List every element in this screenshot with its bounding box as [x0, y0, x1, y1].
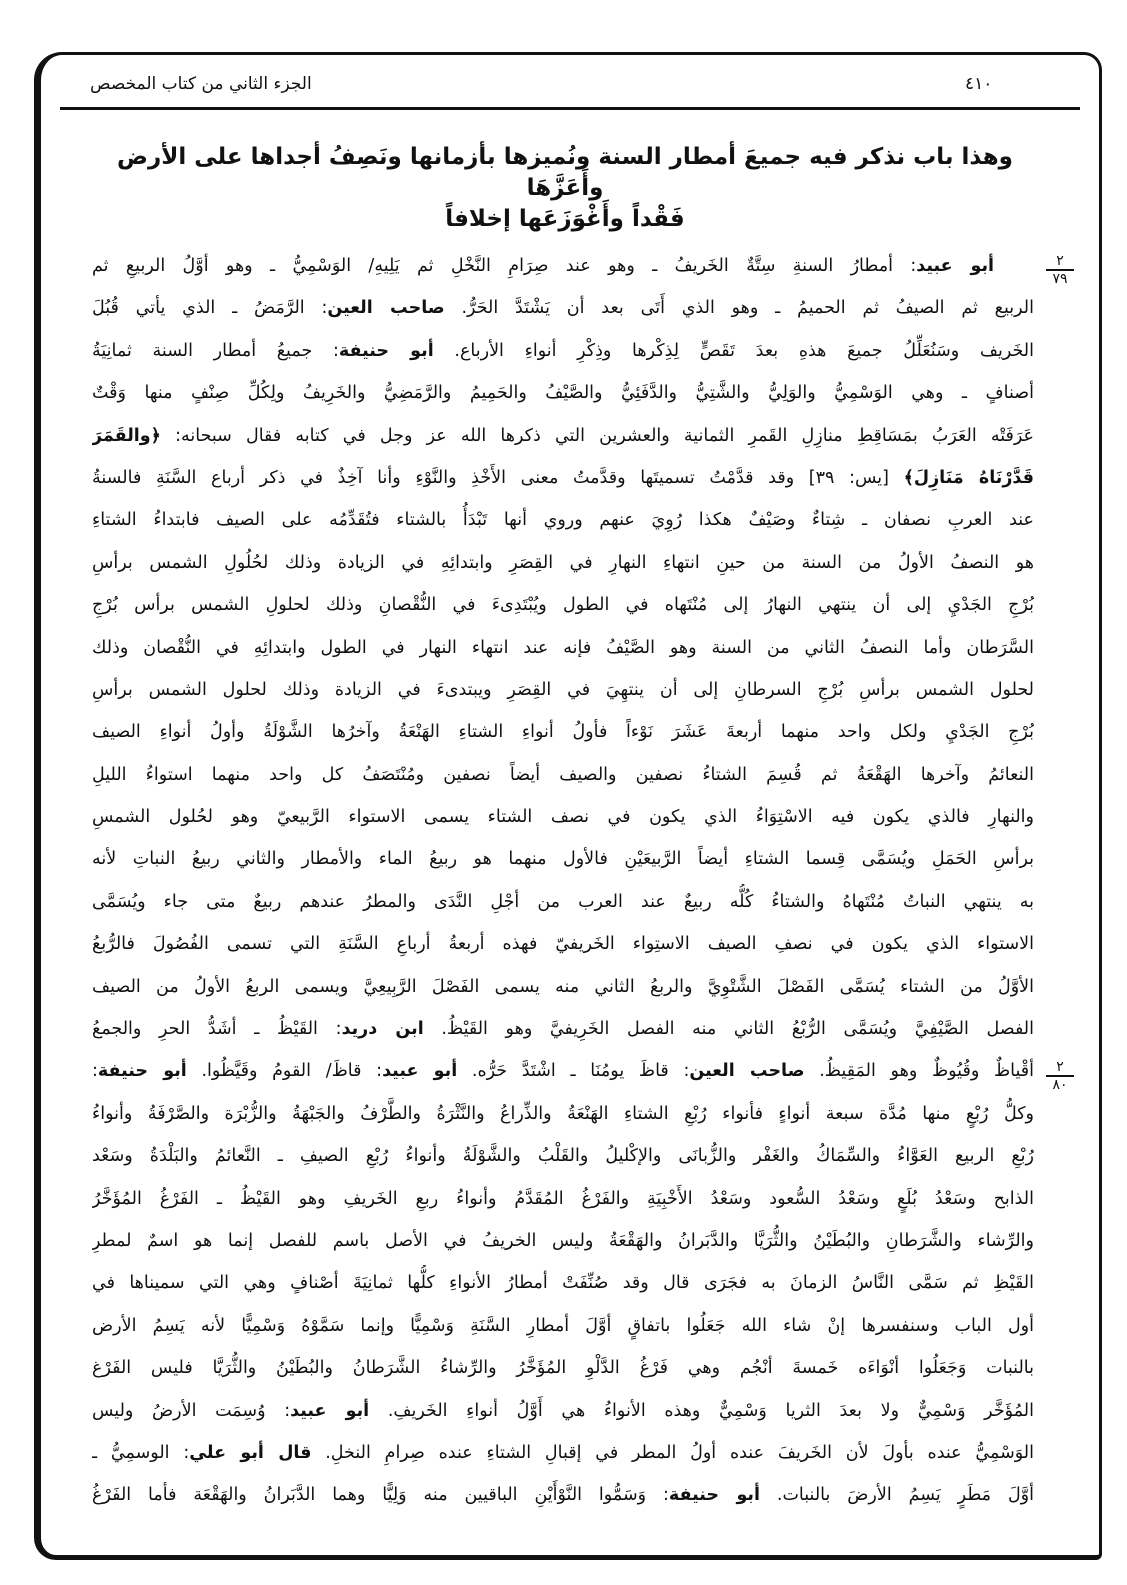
text-segment: : القَيْظُ ـ أشَدُّ الحرِ والجمعُ	[92, 1019, 342, 1040]
chapter-title	[90, 142, 1040, 235]
source-name: أبو حنيفة	[97, 1061, 187, 1082]
source-name: أبو عبيد	[916, 256, 995, 276]
margin-note-page: ٧٩	[1052, 271, 1068, 287]
text-segment: : أمطارُ السنةِ سِتَّةٌ الخَريفُ ـ وهو عند صِرَامِ النَّخْلِ ثم يَلِيهِ/ الوَسْمِيُّ ـ وهو أوَّلُ الربيعِ ثم	[92, 256, 917, 276]
text-segment: : وَسَمُّوا النَّوْأَيْنِ الباقيين منه وَلِيًّا وهما الدَّبَرانُ والهَقْعَة فأما الفَرْغُ	[92, 1485, 669, 1506]
text-line	[92, 418, 1034, 460]
source-name: قَدَّرْنَاهُ مَنَازِلَ﴾	[903, 467, 1034, 488]
source-name: قال أبو علي	[189, 1442, 312, 1463]
text-line	[92, 926, 1034, 968]
text-segment: والرِّشاء والشَّرَطانِ والبُطَيْنُ والثُّرَيَّا والدَّبَرانُ والهَقْعَةُ وليس الخريفُ في الأصل باسم للفصل إنما هو اسمٌ لمطرِ	[92, 1230, 1034, 1251]
text-line	[92, 757, 1034, 799]
text-line	[92, 502, 1034, 544]
text-line	[92, 1223, 1034, 1265]
text-line	[92, 1435, 1034, 1477]
text-line	[92, 799, 1034, 841]
text-segment: القَيْظِ ثم سَمَّى النَّاسُ الزمانَ به فجَرَى قال وقد صُنِّفَتْ أمطارُ الأنواءِ كلُّها ثمانِيَةَ أصْنافٍ وهي التي سميناها في	[92, 1273, 1034, 1294]
text-segment: : الرَّمَضُ ـ الذي يأتي قُبُلَ	[92, 298, 328, 319]
text-segment: أقْياظٌ وقُيُوظٌ وهو المَقِيظُ.	[804, 1061, 1034, 1082]
source-name: صاحب العين	[689, 1061, 805, 1082]
text-segment: [يس: ٣٩] وقد قدَّمْتُ تسميتَها وقدَّمتُ معنى الأَخْذِ والنَّوْءِ وأنا آخِذٌ في ذكر أرباع السَّنَةِ فالسنةُ	[92, 467, 904, 488]
text-segment: :	[92, 1061, 98, 1082]
text-segment: لحلول الشمس برأسِ بُرْجِ السرطانِ إلى أن ينتهِيَ في القِصَرِ ويبتدىءَ في الزيادة وذلك لحلول الشمس برأسِ	[92, 679, 1034, 700]
text-segment: الاستواء الذي يكون في نصفِ الصيف الاستِواء الخَريفيّ فهذه أربعةُ أرباعِ السَّنَةِ التي تسمى الفُصُولَ فالرُّبعُ	[92, 934, 1034, 955]
text-segment: : قاظَ/ القومُ وقَيَّظُوا.	[186, 1061, 383, 1082]
source-name: أبو عبيد	[290, 1400, 370, 1421]
text-line	[92, 375, 1034, 417]
text-segment: : الوسمِيُّ ـ	[92, 1442, 190, 1463]
text-segment: : وُسِمَت الأرضُ وليس	[92, 1400, 291, 1421]
source-name: أبو عبيد	[382, 1061, 458, 1082]
source-name: ابن دريد	[341, 1019, 424, 1040]
body-text	[92, 248, 1034, 1520]
text-segment: الفصل الصَّيْفِيَّ ويُسَمَّى الرُّبْعُ الثاني منه الفصل الخَرِيفيَّ وهو القَيْظُ.	[423, 1019, 1034, 1040]
text-segment: بُرْجِ الجَدْيِ إلى أن ينتهي النهارُ إلى مُنْتَهاه في الطول ويُبْتَدِىءَ في النُّقْصانِ وذلك لحلولِ الشمس برأس بُرْجِ	[92, 595, 1034, 616]
text-line	[92, 248, 1034, 290]
source-name: أبو حنيفة	[338, 340, 434, 361]
text-line	[92, 714, 1034, 756]
margin-note-page: ٨٠	[1052, 1077, 1068, 1093]
text-segment: بالنبات وَجَعَلُوا أنْوَاءَه خَمسةَ أنْجُم وهي فَرْغُ الدَّلْوِ المُؤَخَّرُ والرِّشاءُ الشَّرَطانُ والبُطَيْنُ والثُّرَيَّا فليس الفَرْغ	[92, 1358, 1034, 1379]
text-line	[92, 630, 1034, 672]
text-segment: وكلُّ رُبْعٍ منها مُدَّة سبعة أنواءٍ فأنواء رُبْعِ الشتاءِ الهَنْعَةُ والذِّراعُ والنَّثْرَةُ والطَّرْفُ والجَبْهَةُ والزُّبْرَة والصَّرْفَةُ وأنواءُ	[92, 1103, 1034, 1124]
margin-note-volume: ٢	[1056, 253, 1064, 269]
text-line	[92, 290, 1034, 332]
text-segment: عند العربِ نصفان ـ شِتاءٌ وصَيْفٌ هكذا رُوِيَ عنهم وروي أنها تَبْدَأُ بالشتاء فتُقَدِّمُه على الصيف فابتداءُ الشتاءِ	[92, 510, 1034, 531]
source-name: أبو حنيفة	[668, 1485, 760, 1506]
source-name: صاحب العين	[327, 298, 445, 319]
text-line	[92, 1350, 1034, 1392]
text-line	[92, 1477, 1034, 1519]
text-line	[92, 969, 1034, 1011]
text-segment: السَّرَطان وأما النصفُ الثاني من السنة وهو الصَّيْفُ فإنه عند انتهاء النهار في الطول وابتدائِهِ في النُّقْصان وذلك	[92, 637, 1034, 658]
text-segment: هو النصفُ الأولُ من السنة من حينِ انتهاءِ النهارِ في القِصَرِ وابتدائِهِ في الزيادة وذلك لحُلُولِ الشمس برأسِ	[92, 552, 1034, 573]
margin-note	[1046, 1060, 1074, 1092]
text-line	[92, 1053, 1034, 1095]
margin-note	[1046, 254, 1074, 286]
text-segment: والنهارِ فالذي يكون فيه الاسْتِوَاءُ الذي يكون في نصف الشتاء يسمى الاستواء الرَّبيعيّ وهو لحُلول الشمسِ	[92, 807, 1034, 828]
text-line	[92, 841, 1034, 883]
text-line	[92, 1096, 1034, 1138]
text-segment: الوَسْمِيُّ عنده بأولَ لأن الخَريفَ عنده أولُ المطر في إقبالِ الشتاءِ عنده صِرامِ النخلِ.	[311, 1442, 1034, 1463]
text-line	[92, 1265, 1034, 1307]
header-rule	[60, 107, 1080, 110]
text-line	[92, 1011, 1034, 1053]
text-segment: : قاظَ يومُنَا ـ اشْتَدَّ حَرُّه.	[457, 1061, 690, 1082]
chapter-title-line: فَقْداً وأَغْوَزَعَها إخلافاً	[445, 206, 685, 232]
running-title: الجزء الثاني من كتاب المخصص	[90, 74, 312, 94]
source-name: ﴿والقَمَرَ	[92, 425, 161, 446]
text-segment: الربيع ثم الصيفُ ثم الحميمُ ـ وهو الذي أَتَى بعد أن يَشْتَدَّ الحَرُّ.	[444, 298, 1034, 319]
chapter-title-line: وهذا باب نذكر فيه جميعَ أمطار السنة ونُميزها بأزمانها ونَصِفُ أجداها على الأرض وأَعَزَّهَا	[117, 144, 1013, 201]
text-segment: النعائمُ وآخرها الهَقْعَةُ ثم قُسِمَ الشتاءُ نصفين والصيف أيضاً نصفين ومُنْتَصَفُ كل واحد منهما استواءُ الليلِ	[92, 764, 1034, 785]
text-segment: رُبْعِ الربيع العَوَّاءُ والسِّمَاكُ والغَفْر والزُّبانَى والإكْليلُ والقَلْبُ والشَّوْلَةُ وأنواءُ رُبْعِ الصيفِ ـ النَّعائمُ والبَلْدَةُ وسَعْد	[92, 1146, 1034, 1167]
text-segment: : جميعُ أمطار السنة ثمانِيَةُ	[92, 340, 339, 361]
text-line	[92, 333, 1034, 375]
text-segment: الذابح وسَعْدُ بُلَعٍ وسَعْدُ السُّعود وسَعْدُ الأَخْبِيَةِ والفَرْغُ المُقَدَّمُ وأنواءُ ربعِ الخَريفِ وهو القَيْظُ ـ الفَرْغُ المُؤَخَّرُ	[92, 1188, 1034, 1209]
text-line	[92, 545, 1034, 587]
text-line	[92, 672, 1034, 714]
text-segment: بُرْجِ الجَدْيِ ولكل واحد منهما أربعةَ عَشَرَ نَوْءاً فأولُ أنواءِ الشتاءِ الهَنْعَةُ وآخرُها الشَّوْلَةُ وأولُ أنواءِ الصيف	[92, 722, 1034, 743]
text-segment: أصنافٍ ـ وهي الوَسْمِيُّ والوَلِيُّ والشَّتِيُّ والدَّفَئِيُّ والصَّيْفُ والحَمِيمُ والرَّمَضِيُّ والخَرِيفُ ولِكُلِّ صِنْفٍ منها وَقْتٌ	[92, 383, 1034, 404]
text-segment: عَرَفَتْه العَرَبُ بمَسَاقِطِ منازِلِ القَمرِ الثمانية والعشرين التي ذكرها الله عز وجل في كتابه فقال سبحانه:	[160, 425, 1034, 446]
text-segment: أول الباب وسنفسرها إنْ شاء الله جَعَلُوا باتفاقٍ أوَّلَ أمطارِ السَّنَةِ وَسْمِيًّا وإنما سَمَّوْهُ وَسْمِيًّا لأنه يَسِمُ الأرض	[92, 1315, 1034, 1336]
text-line	[92, 1138, 1034, 1180]
text-segment: به ينتهي النباتُ مُنْتَهاهُ والشتاءُ كُلُّه ربيعٌ عند العرب من أجْلِ النَّدَى والمطرُ عندهم ربيعٌ متى جاء ويُسَمَّى	[92, 891, 1034, 912]
text-line	[92, 587, 1034, 629]
text-line	[92, 1181, 1034, 1223]
margin-note-volume: ٢	[1056, 1059, 1064, 1075]
page-number: ٤١٠	[965, 74, 993, 94]
text-segment: أوَّلَ مَطَرٍ يَسِمُ الأرضَ بالنبات.	[759, 1485, 1034, 1506]
text-segment: الأوَّلُ من الشتاء يُسَمَّى الفَصْلَ الشَّتْوِيَّ والربعُ الثاني منه يسمى الفَصْلَ الرَّبِيعِيَّ ويسمى الربعُ الأولُ من الصيف	[92, 976, 1034, 997]
text-line	[92, 1308, 1034, 1350]
text-line	[92, 460, 1034, 502]
text-segment: المُؤَخَّر وَسْمِيٌّ ولا بعدَ الثريا وَسْمِيٌّ وهذه الأنواءُ هي أَوَّلُ أنواءِ الخَريفِ.	[369, 1400, 1034, 1421]
text-line	[92, 1393, 1034, 1435]
text-line	[92, 884, 1034, 926]
text-segment: برأسِ الحَمَلِ ويُسَمَّى قِسما الشتاءِ أيضاً الرَّبيعَيْنِ فالأول منهما هو ربيعُ الماء والأمطار والثاني ربيعُ النباتِ لأنه	[92, 849, 1034, 870]
text-segment: الخَريف وسَنُعَلِّلُ جميعَ هذهِ بعدَ تَقَصٍّ لِذِكْرها وذِكْرِ أنواءِ الأرباع.	[433, 340, 1034, 361]
